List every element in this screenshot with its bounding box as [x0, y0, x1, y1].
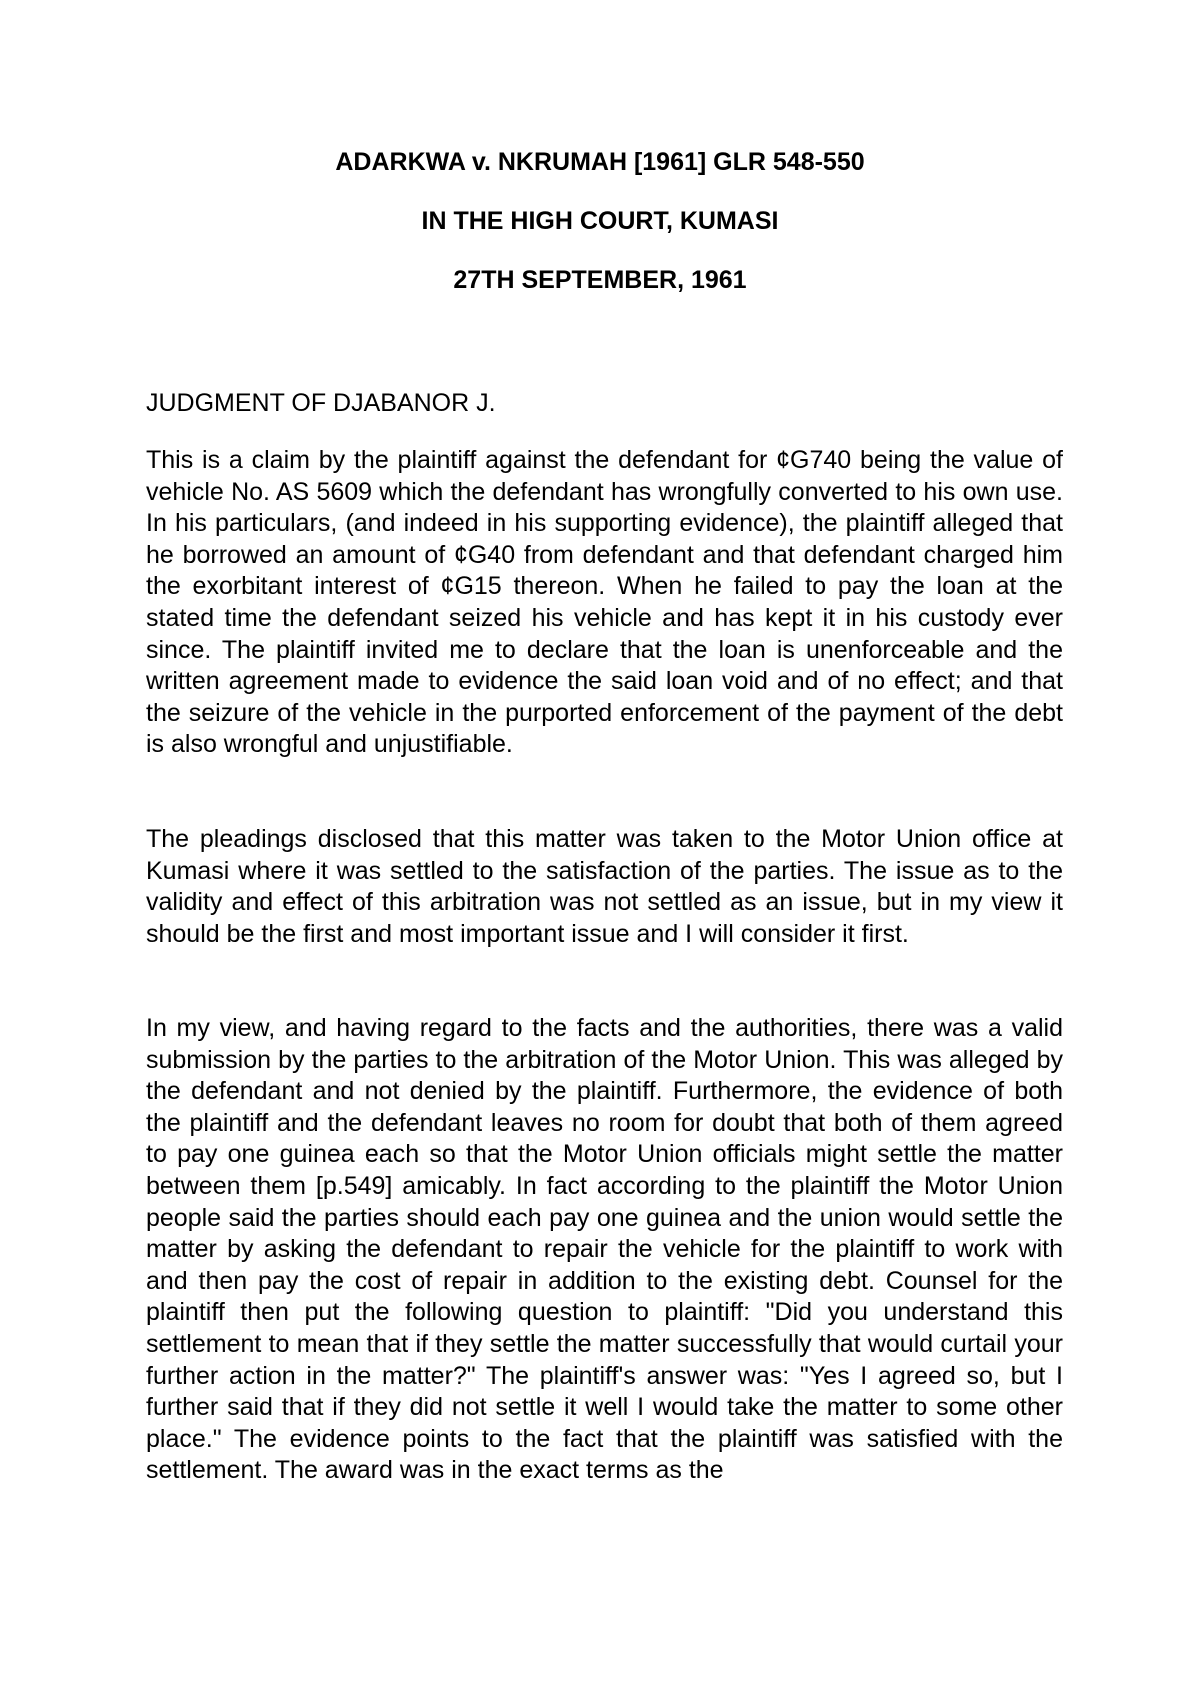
court-name: IN THE HIGH COURT, KUMASI	[421, 207, 779, 235]
judgment-heading: JUDGMENT OF DJABANOR J.	[146, 389, 496, 417]
paragraph-1: This is a claim by the plaintiff against the defendant for ¢G740 being the value of vehicle No. AS 5609 which the defendant has wrongfully converted to his own use. In his particulars, (and indeed in his supporting evidence), the plaintiff alleged that he borrowed an amount of ¢G40 from defendant and that defendant charged him the exorbitant interest of ¢G15 thereon. When he failed to pay the loan at the stated time the defendant seized his vehicle and has kept it in his custody ever since. The plaintiff invited me to declare that the loan is unenforceable and the written agreement made to evidence the said loan void and of no effect; and that the seizure of the vehicle in the purported enforcement of the payment of the debt is also wrongful and unjustifiable.	[146, 446, 1063, 759]
case-title: ADARKWA v. NKRUMAH [1961] GLR 548-550	[335, 148, 865, 176]
judgment-date: 27TH SEPTEMBER, 1961	[453, 266, 747, 294]
paragraph-3: In my view, and having regard to the facts and the authorities, there was a valid submission by the parties to the arbitration of the Motor Union. This was alleged by the defendant and not denied by the plaintiff. Furthermore, the evidence of both the plaintiff and the defendant leaves no room for doubt that both of them agreed to pay one guinea each so that the Motor Union officials might settle the matter between them [p.549] amicably. In fact according to the plaintiff the Motor Union people said the parties should each pay one guinea and the union would settle the matter by asking the defendant to repair the vehicle for the plaintiff to work with and then pay the cost of repair in addition to the existing debt. Counsel for the plaintiff then put the following question to plaintiff: "Did you understand this settlement to mean that if they settle the matter successfully that would curtail your further action in the matter?" The plaintiff's answer was: "Yes I agreed so, but I further said that if they did not settle it well I would take the matter to some other place." The evidence points to the fact that the plaintiff was satisfied with the settlement. The award was in the exact terms as the	[146, 1014, 1063, 1485]
paragraph-2: The pleadings disclosed that this matter was taken to the Motor Union office at Kumasi where it was settled to the satisfaction of the parties. The issue as to the validity and effect of this arbitration was not settled as an issue, but in my view it should be the first and most important issue and I will consider it first.	[146, 825, 1063, 948]
